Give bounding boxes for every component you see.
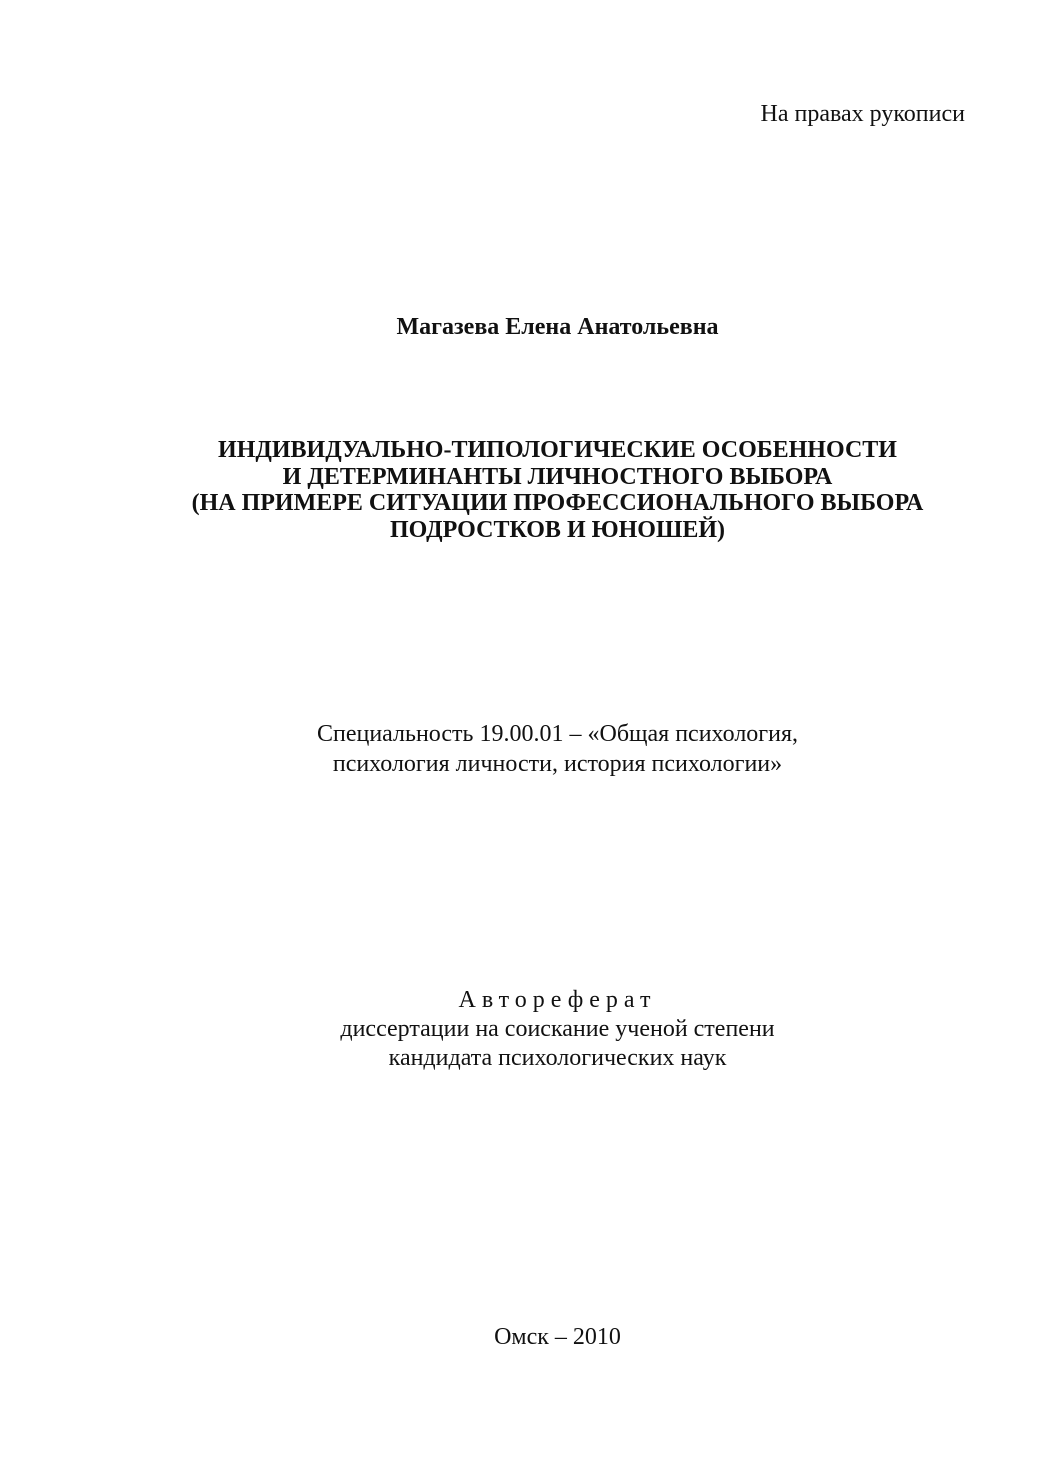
abstract-line: диссертации на соискание ученой степени [340, 1016, 775, 1042]
dissertation-title [0, 437, 1039, 543]
specialty-line: психология личности, история психологии» [332, 751, 783, 777]
manuscript-rights-note: На правах рукописи [760, 101, 965, 127]
title-line: ПОДРОСТКОВ И ЮНОШЕЙ) [389, 516, 725, 543]
author-name: Магазева Елена Анатольевна [396, 314, 719, 340]
title-line: (НА ПРИМЕРЕ СИТУАЦИИ ПРОФЕССИОНАЛЬНОГО ВЫБОРА [191, 490, 924, 516]
title-line: ИНДИВИДУАЛЬНО-ТИПОЛОГИЧЕСКИЕ ОСОБЕННОСТИ [218, 437, 897, 463]
place-and-year: Омск – 2010 [494, 1324, 621, 1350]
abstract-description [0, 986, 1039, 1073]
specialty-line: Специальность 19.00.01 – «Общая психология, [316, 721, 799, 747]
title-line: И ДЕТЕРМИНАНТЫ ЛИЧНОСТНОГО ВЫБОРА [282, 463, 833, 490]
specialty [0, 719, 1039, 779]
abstract-line: кандидата психологических наук [388, 1045, 727, 1071]
abstract-heading: Автореферат [458, 987, 657, 1013]
